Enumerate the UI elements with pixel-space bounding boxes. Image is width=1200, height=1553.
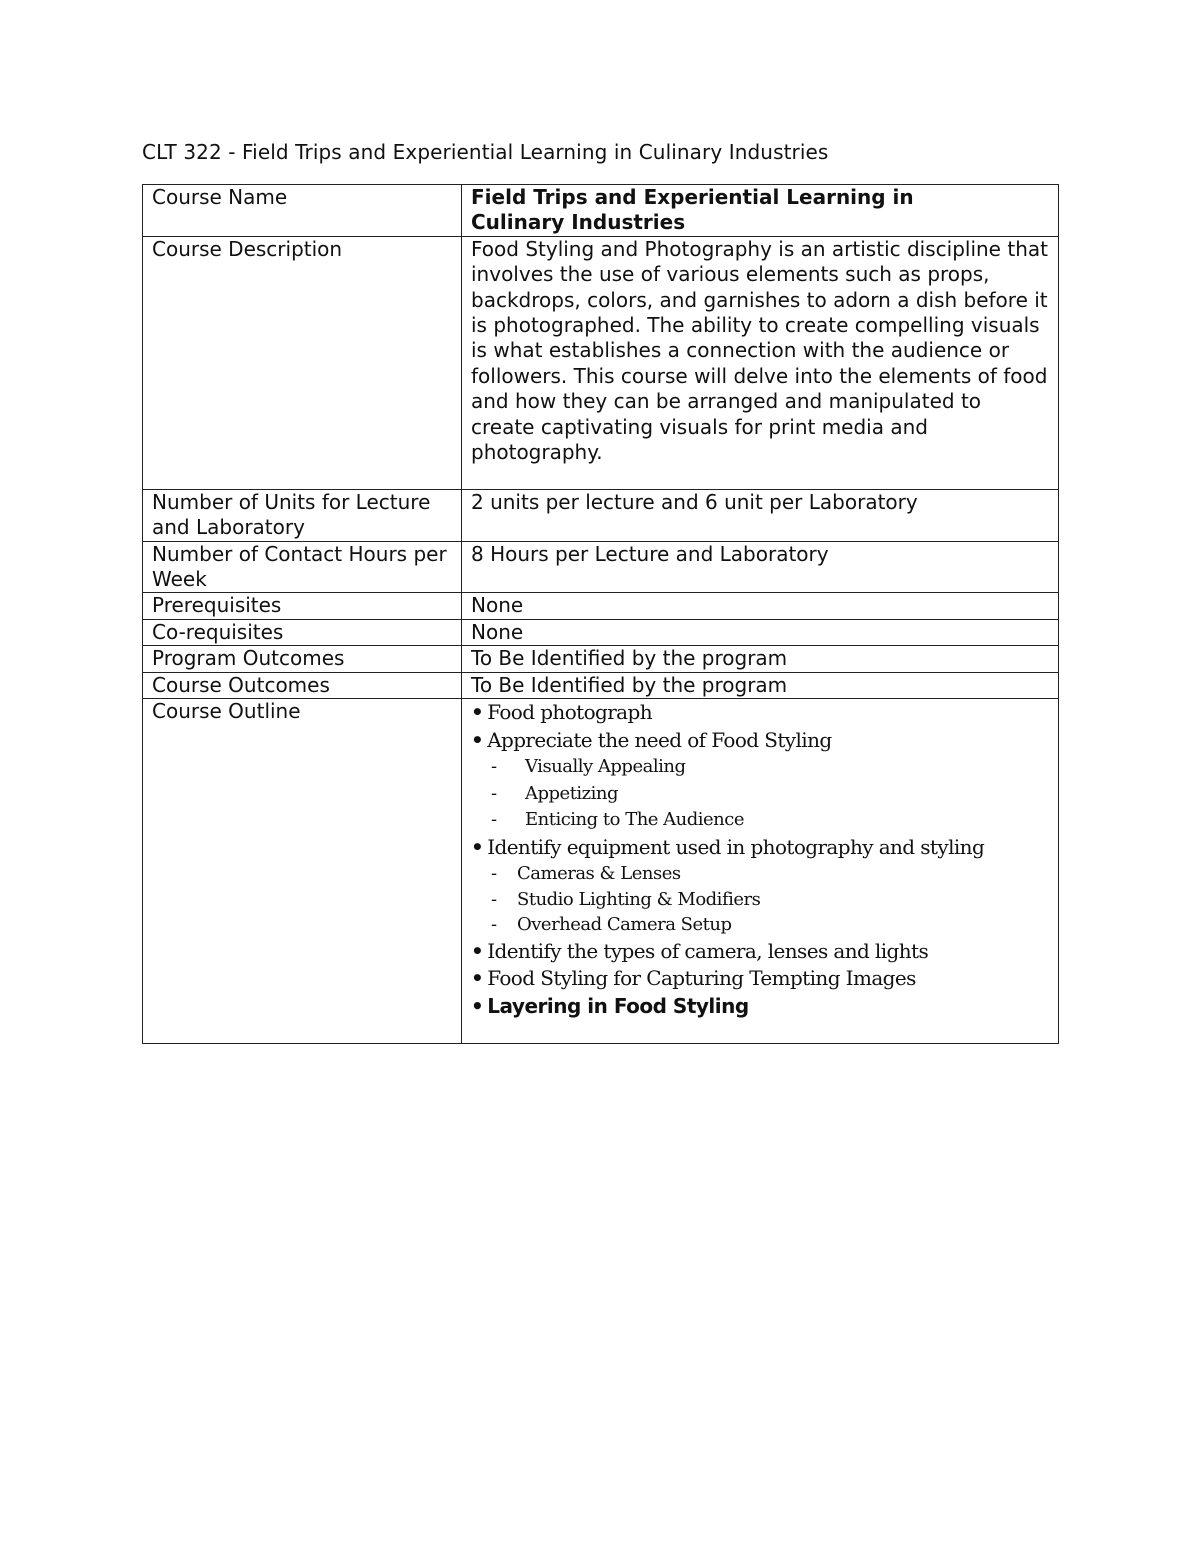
outline-subitem: - Appetizing	[491, 782, 619, 804]
units-label: Number of Units for Lecture and Laboratory	[143, 489, 462, 541]
contact-hours-label: Number of Contact Hours per Week	[143, 541, 462, 593]
outline-subitem: - Overhead Camera Setup	[491, 914, 732, 936]
prerequisites-label: Prerequisites	[143, 593, 462, 619]
outline-item: • Appreciate the need of Food Styling	[471, 727, 832, 752]
course-name-label: Course Name	[143, 185, 462, 237]
outline-item: • Layering in Food Styling	[471, 993, 749, 1018]
corequisites-label: Co-requisites	[143, 619, 462, 645]
table-row-corequisites	[143, 619, 1059, 645]
outline-subitem: - Visually Appealing	[491, 756, 686, 778]
course-name-line-2: Culinary Industries	[471, 210, 686, 235]
course-name-value	[462, 185, 1059, 237]
program-outcomes-value: To Be Identified by the program	[462, 646, 1059, 672]
corequisites-value: None	[462, 619, 1059, 645]
table-row-course-description	[143, 236, 1059, 489]
course-outline-value	[462, 699, 1059, 1044]
outline-subitem: - Enticing to The Audience	[491, 809, 745, 831]
table-row-contact-hours	[143, 541, 1059, 593]
page-title: CLT 322 - Field Trips and Experiential Learning in Culinary Industries	[142, 140, 829, 164]
prerequisites-value: None	[462, 593, 1059, 619]
outline-item: • Food Styling for Capturing Tempting Images	[471, 966, 916, 991]
outline-item: • Identify the types of camera, lenses and lights	[471, 938, 929, 963]
table-row-prerequisites	[143, 593, 1059, 619]
units-value: 2 units per lecture and 6 unit per Laboratory	[462, 489, 1059, 541]
course-outcomes-label: Course Outcomes	[143, 672, 462, 698]
outline-subitem: - Studio Lighting & Modifiers	[491, 888, 761, 910]
contact-hours-value: 8 Hours per Lecture and Laboratory	[462, 541, 1059, 593]
course-description-label: Course Description	[143, 236, 462, 489]
outline-subitem: - Cameras & Lenses	[491, 863, 681, 885]
course-outline-label: Course Outline	[143, 699, 462, 1044]
course-info-table	[142, 184, 1059, 1044]
table-row-units	[143, 489, 1059, 541]
table-row-course-name	[143, 185, 1059, 237]
table-row-program-outcomes	[143, 646, 1059, 672]
outline-item: • Food photograph	[471, 700, 652, 725]
course-outcomes-value: To Be Identified by the program	[462, 672, 1059, 698]
table-row-course-outline	[143, 699, 1059, 1044]
course-description-value: Food Styling and Photography is an artistic discipline that involves the use of various elements such as props, backdrops, colors, and garnishes to adorn a dish before it is photographed. The ability to create compelling visuals is what establishes a connection with the audience or followers. This course will delve into the elements of food and how they can be arranged and manipulated to create captivating visuals for print media and photography.	[462, 236, 1059, 489]
table-row-course-outcomes	[143, 672, 1059, 698]
program-outcomes-label: Program Outcomes	[143, 646, 462, 672]
outline-item: • Identify equipment used in photography and styling	[471, 834, 985, 859]
course-name-line-1: Field Trips and Experiential Learning in	[471, 185, 914, 209]
